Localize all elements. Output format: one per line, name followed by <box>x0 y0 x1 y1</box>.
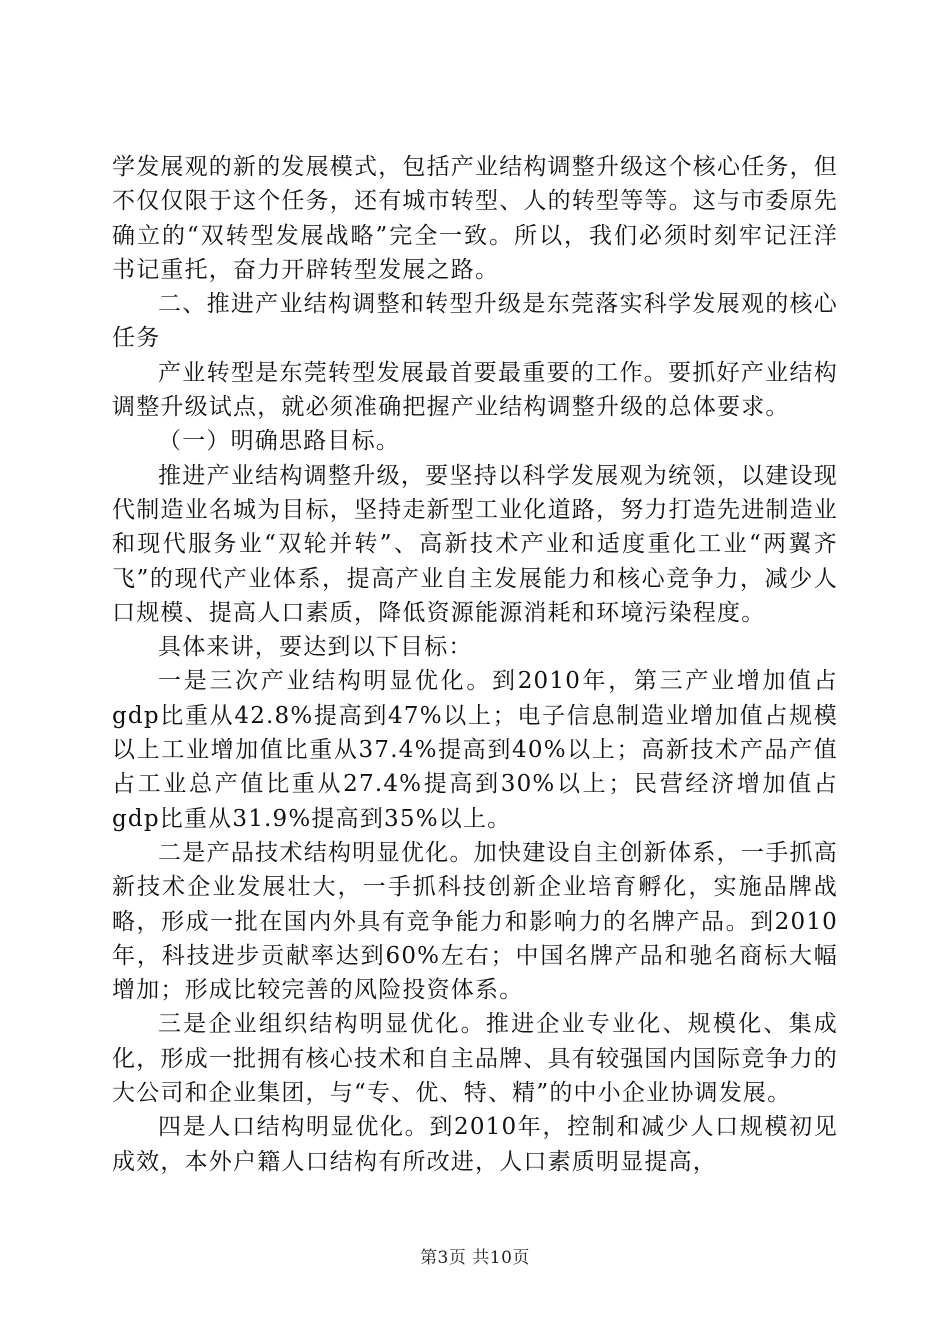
goal-item-1: 一是三次产业结构明显优化。到2010年，第三产业增加值占gdp比重从42.8%提高到47%以上；电子信息制造业增加值占规模以上工业增加值比重从37.4%提高到40%以上；高新技术产品产值占工业总产值比重从27.4%提高到30%以上；民营经济增加值占gdp比重从31.9%提高到35%以上。 <box>112 668 838 832</box>
paragraph: 产业转型是东莞转型发展最首要最重要的工作。要抓好产业结构调整升级试点，就必须准确把握产业结构调整升级的总体要求。 <box>112 359 838 421</box>
goal-item-2: 二是产品技术结构明显优化。加快建设自主创新体系，一手抓高新技术企业发展壮大，一手抓科技创新企业培育孵化，实施品牌战略，形成一批在国内外具有竞争能力和影响力的名牌产品。到2010年，科技进步贡献率达到60%左右；中国名牌产品和驰名商标大幅增加；形成比较完善的风险投资体系。 <box>112 839 838 1004</box>
body-text <box>112 150 838 1179</box>
paragraph: 具体来讲，要达到以下目标： <box>158 634 473 661</box>
goal-item-4: 四是人口结构明显优化。到2010年，控制和减少人口规模初见成效，本外户籍人口结构有所改进，人口素质明显提高， <box>112 1114 838 1175</box>
section-heading-2: 二、推进产业结构调整和转型升级是东莞落实科学发展观的核心任务 <box>112 291 838 352</box>
page-footer: 第3页 共10页 <box>420 1248 530 1268</box>
subsection-heading-1: （一）明确思路目标。 <box>158 428 400 455</box>
paragraph: 推进产业结构调整升级，要坚持以科学发展观为统领，以建设现代制造业名城为目标，坚持走新型工业化道路，努力打造先进制造业和现代服务业“双轮并转”、高新技术产业和适度重化工业“两翼齐飞”的现代产业体系，提高产业自主发展能力和核心竞争力，减少人口规模、提高人口素质，降低资源能源消耗和环境污染程度。 <box>112 462 838 626</box>
goal-item-3: 三是企业组织结构明显优化。推进企业专业化、规模化、集成化，形成一批拥有核心技术和自主品牌、具有较强国内国际竞争力的大公司和企业集团，与“专、优、特、精”的中小企业协调发展。 <box>112 1011 838 1107</box>
paragraph-continuation: 学发展观的新的发展模式，包括产业结构调整升级这个核心任务，但不仅仅限于这个任务，还有城市转型、人的转型等等。这与市委原先确立的“双转型发展战略”完全一致。所以，我们必须时刻牢记汪洋书记重托，奋力开辟转型发展之路。 <box>112 154 838 283</box>
